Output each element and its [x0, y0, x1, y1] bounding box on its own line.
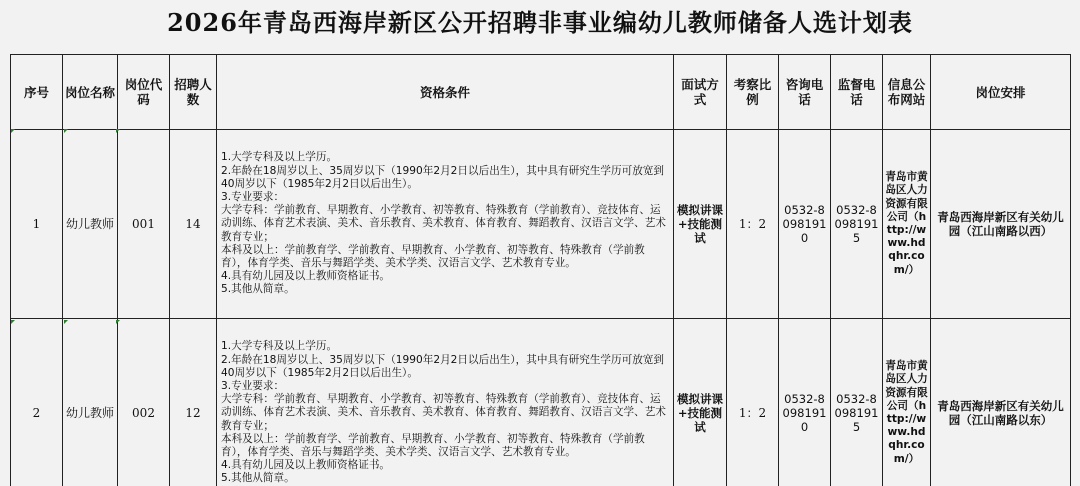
row-arrangement: 青岛西海岸新区有关幼儿园（江山南路以东）	[931, 319, 1071, 486]
qualification-line: 3.专业要求：	[221, 379, 285, 392]
qualification-line: 1.大学专科及以上学历。	[221, 151, 338, 164]
row-supervise-phone: 0532-80981915	[831, 319, 883, 486]
row-info-site: 青岛市黄岛区人力资源有限公司（http://www.hdqhr.com/）	[883, 130, 931, 319]
qualification-line: 大学专科：学前教育、早期教育、小学教育、初等教育、特殊教育（学前教育）、竞技体育、运动训练、体育艺术表演、美术、音乐教育、美术教育、体育教育、舞蹈教育、汉语言文学、艺术教育专业；	[221, 393, 666, 432]
header-consult-phone: 咨询电话	[779, 55, 831, 130]
qualification-line: 本科及以上：学前教育学、学前教育、早期教育、小学教育、初等教育、特殊教育（学前教育），体育学类、音乐与舞蹈学类、美术学类、汉语言文学、艺术教育专业。	[221, 432, 645, 458]
page-title: 2026年青岛西海岸新区公开招聘非事业编幼儿教师储备人选计划表	[167, 8, 913, 37]
qualification-line: 5.其他从简章。	[221, 472, 295, 485]
header-position-code: 岗位代码	[118, 55, 170, 130]
header-arrangement: 岗位安排	[931, 55, 1071, 130]
row-consult-phone: 0532-80981910	[779, 130, 831, 319]
row-arrangement: 青岛西海岸新区有关幼儿园（江山南路以西）	[931, 130, 1071, 319]
cell-marker-icon	[116, 320, 120, 324]
qualification-line: 大学专科：学前教育、早期教育、小学教育、初等教育、特殊教育（学前教育）、竞技体育、运动训练、体育艺术表演、美术、音乐教育、美术教育、体育教育、舞蹈教育、汉语言文学、艺术教育专业；	[221, 204, 666, 243]
qualification-line: 4.具有幼儿园及以上教师资格证书。	[221, 459, 391, 472]
recruitment-plan-table	[10, 54, 1071, 486]
header-supervise-phone: 监督电话	[831, 55, 883, 130]
qualification-line: 3.专业要求：	[221, 190, 285, 203]
header-ratio: 考察比例	[727, 55, 779, 130]
row-ratio: 1：2	[727, 130, 779, 319]
row-recruit-count: 14	[170, 130, 217, 319]
row-position-code: 001	[118, 130, 170, 319]
header-info-site: 信息公布网站	[883, 55, 931, 130]
qualification-line: 5.其他从简章。	[221, 283, 295, 296]
header-qualifications: 资格条件	[217, 55, 674, 130]
header-row	[11, 55, 1071, 130]
qualification-line: 4.具有幼儿园及以上教师资格证书。	[221, 270, 391, 283]
table-row	[11, 130, 1071, 319]
cell-marker-icon	[11, 129, 15, 133]
header-interview: 面试方式	[674, 55, 727, 130]
row-ratio: 1：2	[727, 319, 779, 486]
row-info-site: 青岛市黄岛区人力资源有限公司（http://www.hdqhr.com/）	[883, 319, 931, 486]
table-row	[11, 319, 1071, 486]
qualification-line: 2.年龄在18周岁以上、35周岁以下（1990年2月2日以后出生），其中具有研究生学历可放宽到40周岁以下（1985年2月2日以后出生）。	[221, 164, 664, 190]
cell-marker-icon	[116, 129, 120, 133]
row-qualifications	[217, 319, 674, 486]
row-position-name: 幼儿教师	[63, 130, 118, 319]
row-interview: 模拟讲课+技能测试	[674, 319, 727, 486]
row-position-code: 002	[118, 319, 170, 486]
row-recruit-count: 12	[170, 319, 217, 486]
row-supervise-phone: 0532-80981915	[831, 130, 883, 319]
qualification-line: 1.大学专科及以上学历。	[221, 340, 338, 353]
row-consult-phone: 0532-80981910	[779, 319, 831, 486]
cell-marker-icon	[64, 320, 68, 324]
row-position-name: 幼儿教师	[63, 319, 118, 486]
header-position-name: 岗位名称	[63, 55, 118, 130]
row-seq: 2	[11, 319, 63, 486]
header-recruit-count: 招聘人数	[170, 55, 217, 130]
row-interview: 模拟讲课+技能测试	[674, 130, 727, 319]
row-seq: 1	[11, 130, 63, 319]
header-seq: 序号	[11, 55, 63, 130]
qualification-line: 本科及以上：学前教育学、学前教育、早期教育、小学教育、初等教育、特殊教育（学前教育），体育学类、音乐与舞蹈学类、美术学类、汉语言文学、艺术教育专业。	[221, 243, 645, 269]
row-qualifications	[217, 130, 674, 319]
cell-marker-icon	[64, 129, 68, 133]
cell-marker-icon	[11, 320, 15, 324]
qualification-line: 2.年龄在18周岁以上、35周岁以下（1990年2月2日以后出生），其中具有研究生学历可放宽到40周岁以下（1985年2月2日以后出生）。	[221, 353, 664, 379]
